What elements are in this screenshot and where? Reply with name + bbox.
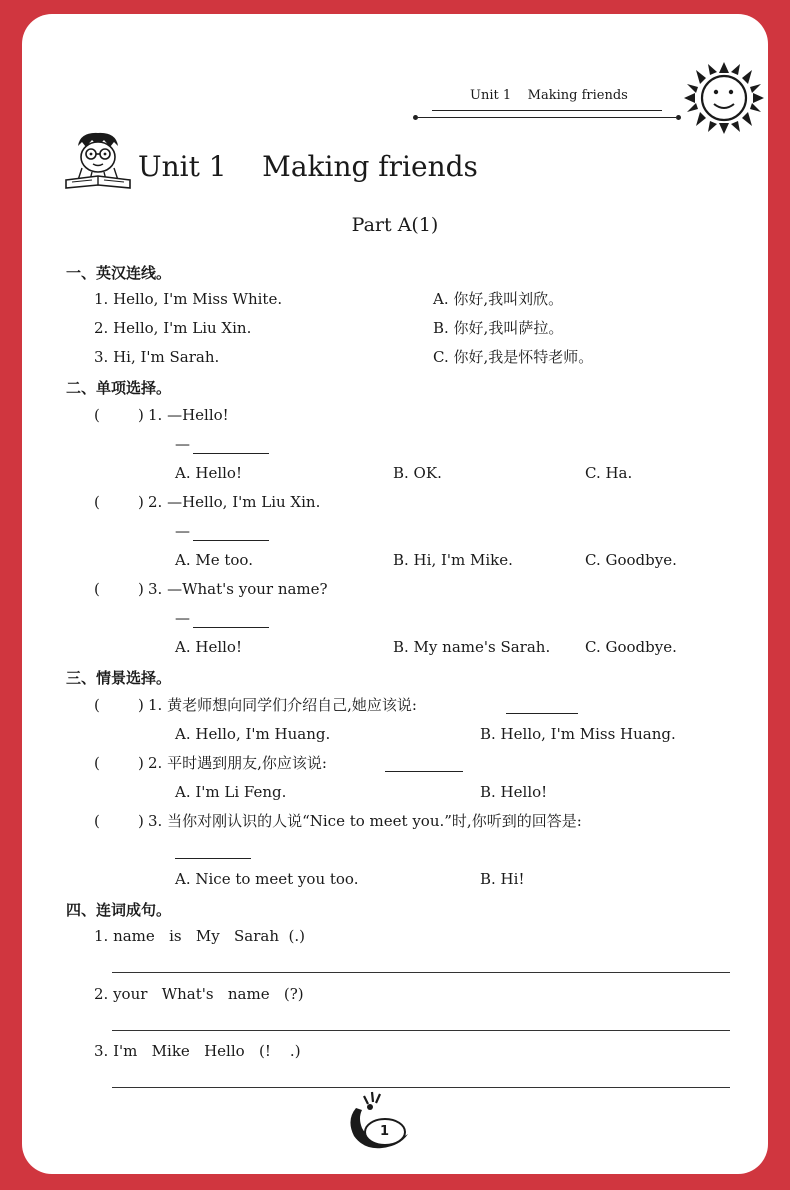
answer-paren[interactable]: ( ) [94, 580, 144, 598]
header-rule [432, 110, 662, 111]
option-a: A. Hello, I'm Huang. [175, 725, 331, 743]
unit-title: Unit 1 Making friends [138, 150, 478, 183]
word-order-item: 3. I'm Mike Hello (! .) [94, 1042, 301, 1060]
sun-icon [684, 62, 764, 134]
page-number-badge-icon [342, 1090, 414, 1156]
question-stem: 2. 平时遇到朋友,你应该说: [148, 754, 327, 772]
section3-title: 三、情景选择。 [66, 669, 172, 687]
section4-title: 四、连词成句。 [66, 901, 172, 919]
answer-blank[interactable] [193, 540, 269, 541]
part-title: Part A(1) [351, 214, 439, 236]
reply-dash: — [175, 609, 190, 627]
option-c: C. Goodbye. [585, 551, 677, 569]
page-number: 1 [380, 1124, 390, 1139]
section1-title: 一、英汉连线。 [66, 264, 172, 282]
answer-blank[interactable] [193, 627, 269, 628]
option-a: A. Nice to meet you too. [175, 870, 359, 888]
word-order-item: 2. your What's name (?) [94, 985, 304, 1003]
answer-paren[interactable]: ( ) [94, 493, 144, 511]
answer-line[interactable] [112, 1030, 730, 1031]
reply-dash: — [175, 522, 190, 540]
match-left-2: 2. Hello, I'm Liu Xin. [94, 319, 252, 337]
reading-boy-icon [64, 130, 132, 192]
option-a: A. Hello! [175, 464, 242, 482]
option-b: B. Hi! [480, 870, 525, 888]
option-a: A. Me too. [175, 551, 253, 569]
option-c: C. Goodbye. [585, 638, 677, 656]
match-right-a: A. 你好,我叫刘欣。 [433, 290, 564, 308]
answer-blank[interactable] [193, 453, 269, 454]
answer-blank[interactable] [175, 858, 251, 859]
question-stem: 3. —What's your name? [148, 580, 328, 598]
header-rule-lower [418, 117, 676, 118]
match-right-c: C. 你好,我是怀特老师。 [433, 348, 594, 366]
answer-paren[interactable]: ( ) [94, 812, 144, 830]
running-header: Unit 1 Making friends [470, 88, 628, 103]
section2-title: 二、单项选择。 [66, 379, 172, 397]
match-left-3: 3. Hi, I'm Sarah. [94, 348, 220, 366]
answer-blank[interactable] [506, 713, 578, 714]
match-left-1: 1. Hello, I'm Miss White. [94, 290, 283, 308]
option-a: A. I'm Li Feng. [175, 783, 287, 801]
answer-paren[interactable]: ( ) [94, 696, 144, 714]
option-b: B. Hello! [480, 783, 548, 801]
question-stem: 2. —Hello, I'm Liu Xin. [148, 493, 321, 511]
answer-paren[interactable]: ( ) [94, 754, 144, 772]
question-stem: 3. 当你对刚认识的人说“Nice to meet you.”时,你听到的回答是: [148, 812, 582, 830]
option-c: C. Ha. [585, 464, 633, 482]
question-stem: 1. —Hello! [148, 406, 229, 424]
question-stem: 1. 黄老师想向同学们介绍自己,她应该说: [148, 696, 417, 714]
answer-paren[interactable]: ( ) [94, 406, 144, 424]
answer-blank[interactable] [385, 771, 463, 772]
match-right-b: B. 你好,我叫萨拉。 [433, 319, 564, 337]
option-b: B. My name's Sarah. [393, 638, 551, 656]
answer-line[interactable] [112, 972, 730, 973]
answer-line[interactable] [112, 1087, 730, 1088]
reply-dash: — [175, 435, 190, 453]
option-b: B. Hi, I'm Mike. [393, 551, 513, 569]
option-b: B. Hello, I'm Miss Huang. [480, 725, 676, 743]
option-b: B. OK. [393, 464, 442, 482]
option-a: A. Hello! [175, 638, 242, 656]
word-order-item: 1. name is My Sarah (.) [94, 927, 306, 945]
